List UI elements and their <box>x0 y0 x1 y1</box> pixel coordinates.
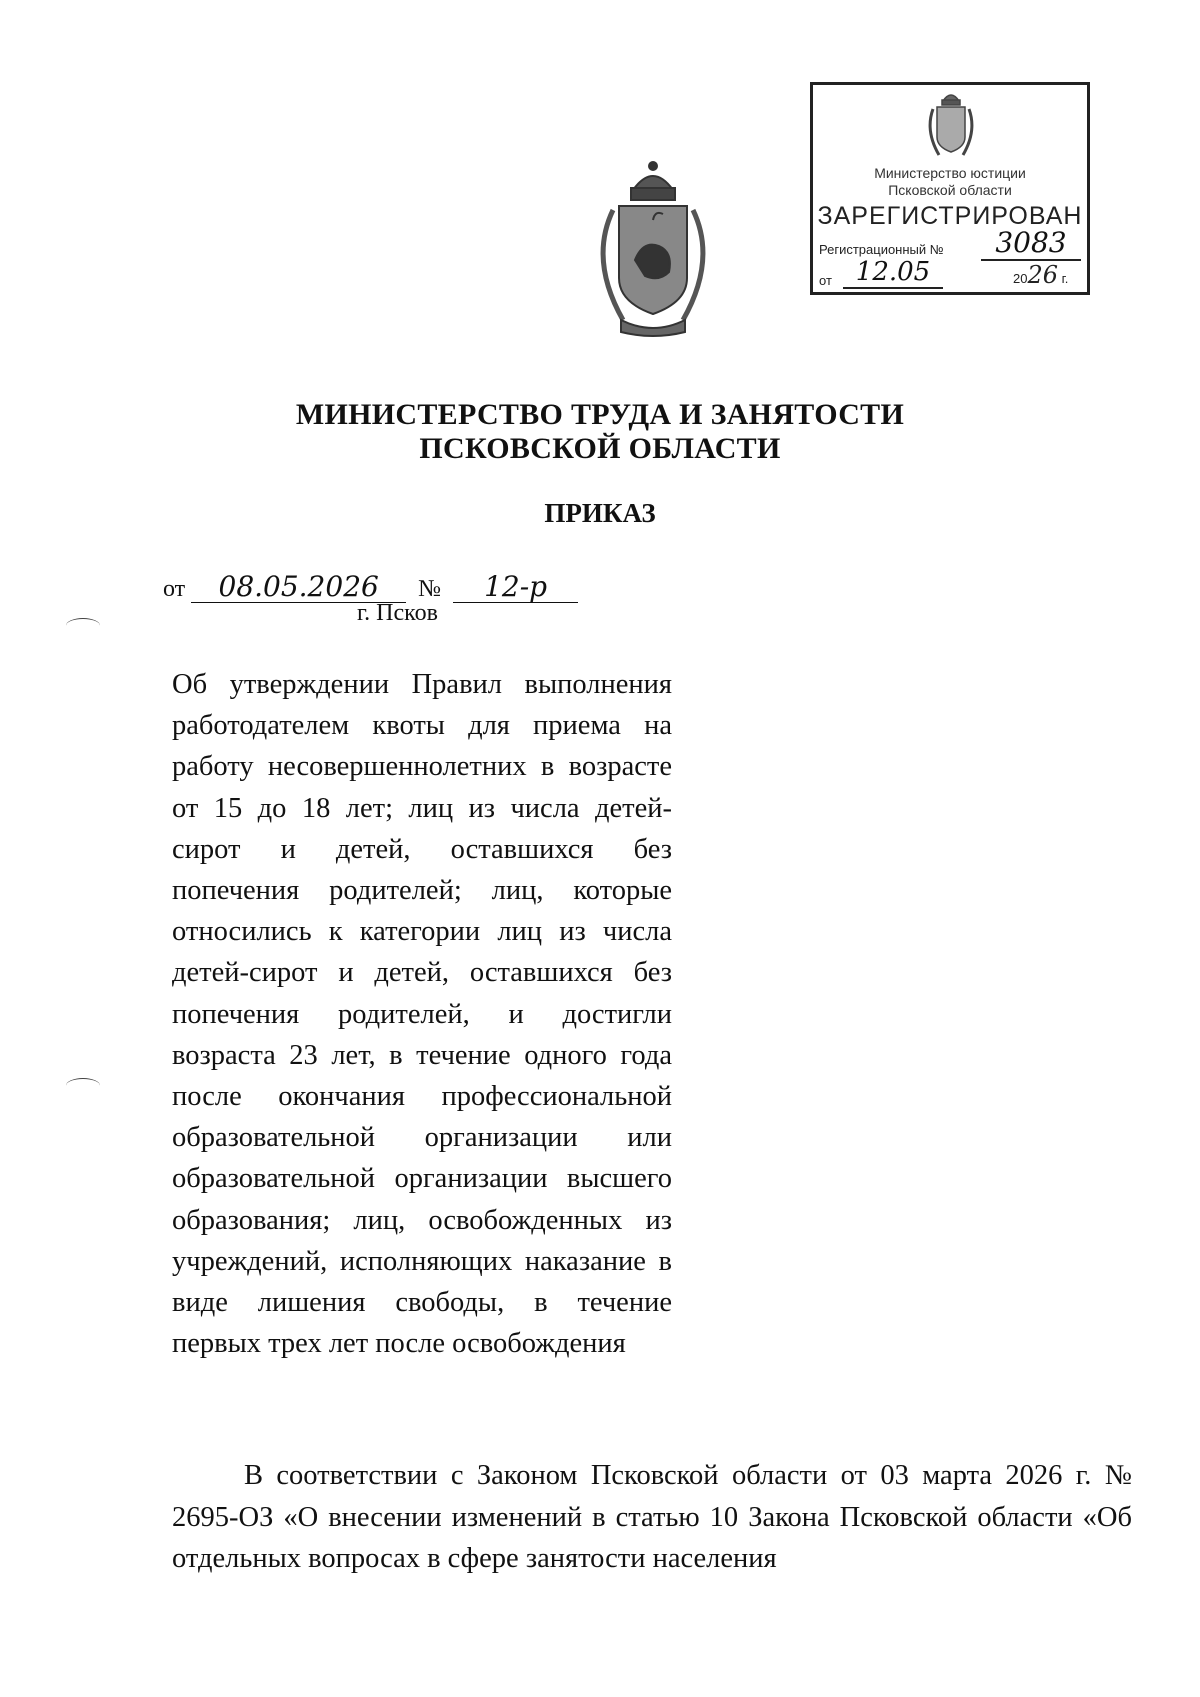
pskov-coat-of-arms-icon <box>583 160 723 340</box>
stamp-year-value: 26 <box>1027 261 1059 289</box>
stamp-ministry-line1: Министерство юстиции <box>874 165 1026 181</box>
stamp-year-prefix: 20 <box>1013 271 1028 286</box>
stamp-reg-number-label: Регистрационный № <box>819 242 944 257</box>
org-name-line2: ПСКОВСКОЙ ОБЛАСТИ <box>419 432 781 465</box>
pskov-coat-of-arms-icon <box>925 89 977 161</box>
stamp-ministry <box>813 165 1087 199</box>
order-title: Об утверждении Правил выполнения работодателем квоты для приема на работу несовершеннолетних в возрасте от 15 до 18 лет; лиц из числа детей-сирот и детей, оставшихся без попечения родителей; лиц, которые относились к категории лиц из числа детей-сирот и детей, оставшихся без попечения родителей, и достигли возраста 23 лет, в течение одного года после окончания профессиональной образовательной организации или образовательной организации высшего образования; лиц, освобожденных из учреждений, исполняющих наказание в виде лишения свободы, в течение первых трех лет после освобождения <box>172 669 672 1360</box>
stamp-reg-number: 3083 <box>981 227 1081 261</box>
stamp-year <box>1013 261 1068 289</box>
body-paragraph: В соответствии с Законом Псковской области от 03 марта 2026 г. № 2695-ОЗ «О внесении изменений в статью 10 Закона Псковской области «Об отдельных вопросах в сфере занятости населения <box>172 1460 1132 1574</box>
org-name <box>0 398 1200 466</box>
order-date-line <box>163 572 578 603</box>
stamp-ministry-line2: Псковской области <box>888 182 1012 198</box>
number-sign: № <box>418 576 442 602</box>
order-number: 12-р <box>453 572 578 603</box>
order-city: г. Псков <box>357 600 438 626</box>
org-name-line1: МИНИСТЕРСТВО ТРУДА И ЗАНЯТОСТИ <box>295 398 905 431</box>
date-prefix: от <box>163 576 186 602</box>
stamp-status: ЗАРЕГИСТРИРОВАН <box>817 202 1083 230</box>
stamp-date-prefix: от <box>819 273 832 288</box>
scan-mark <box>66 618 100 633</box>
order-date: 08.05.2026 <box>191 572 406 603</box>
registration-stamp <box>810 82 1090 295</box>
scan-mark <box>66 1078 100 1093</box>
stamp-year-suffix: г. <box>1061 271 1069 286</box>
doc-type: ПРИКАЗ <box>544 498 656 528</box>
stamp-date: 12.05 <box>843 257 943 289</box>
